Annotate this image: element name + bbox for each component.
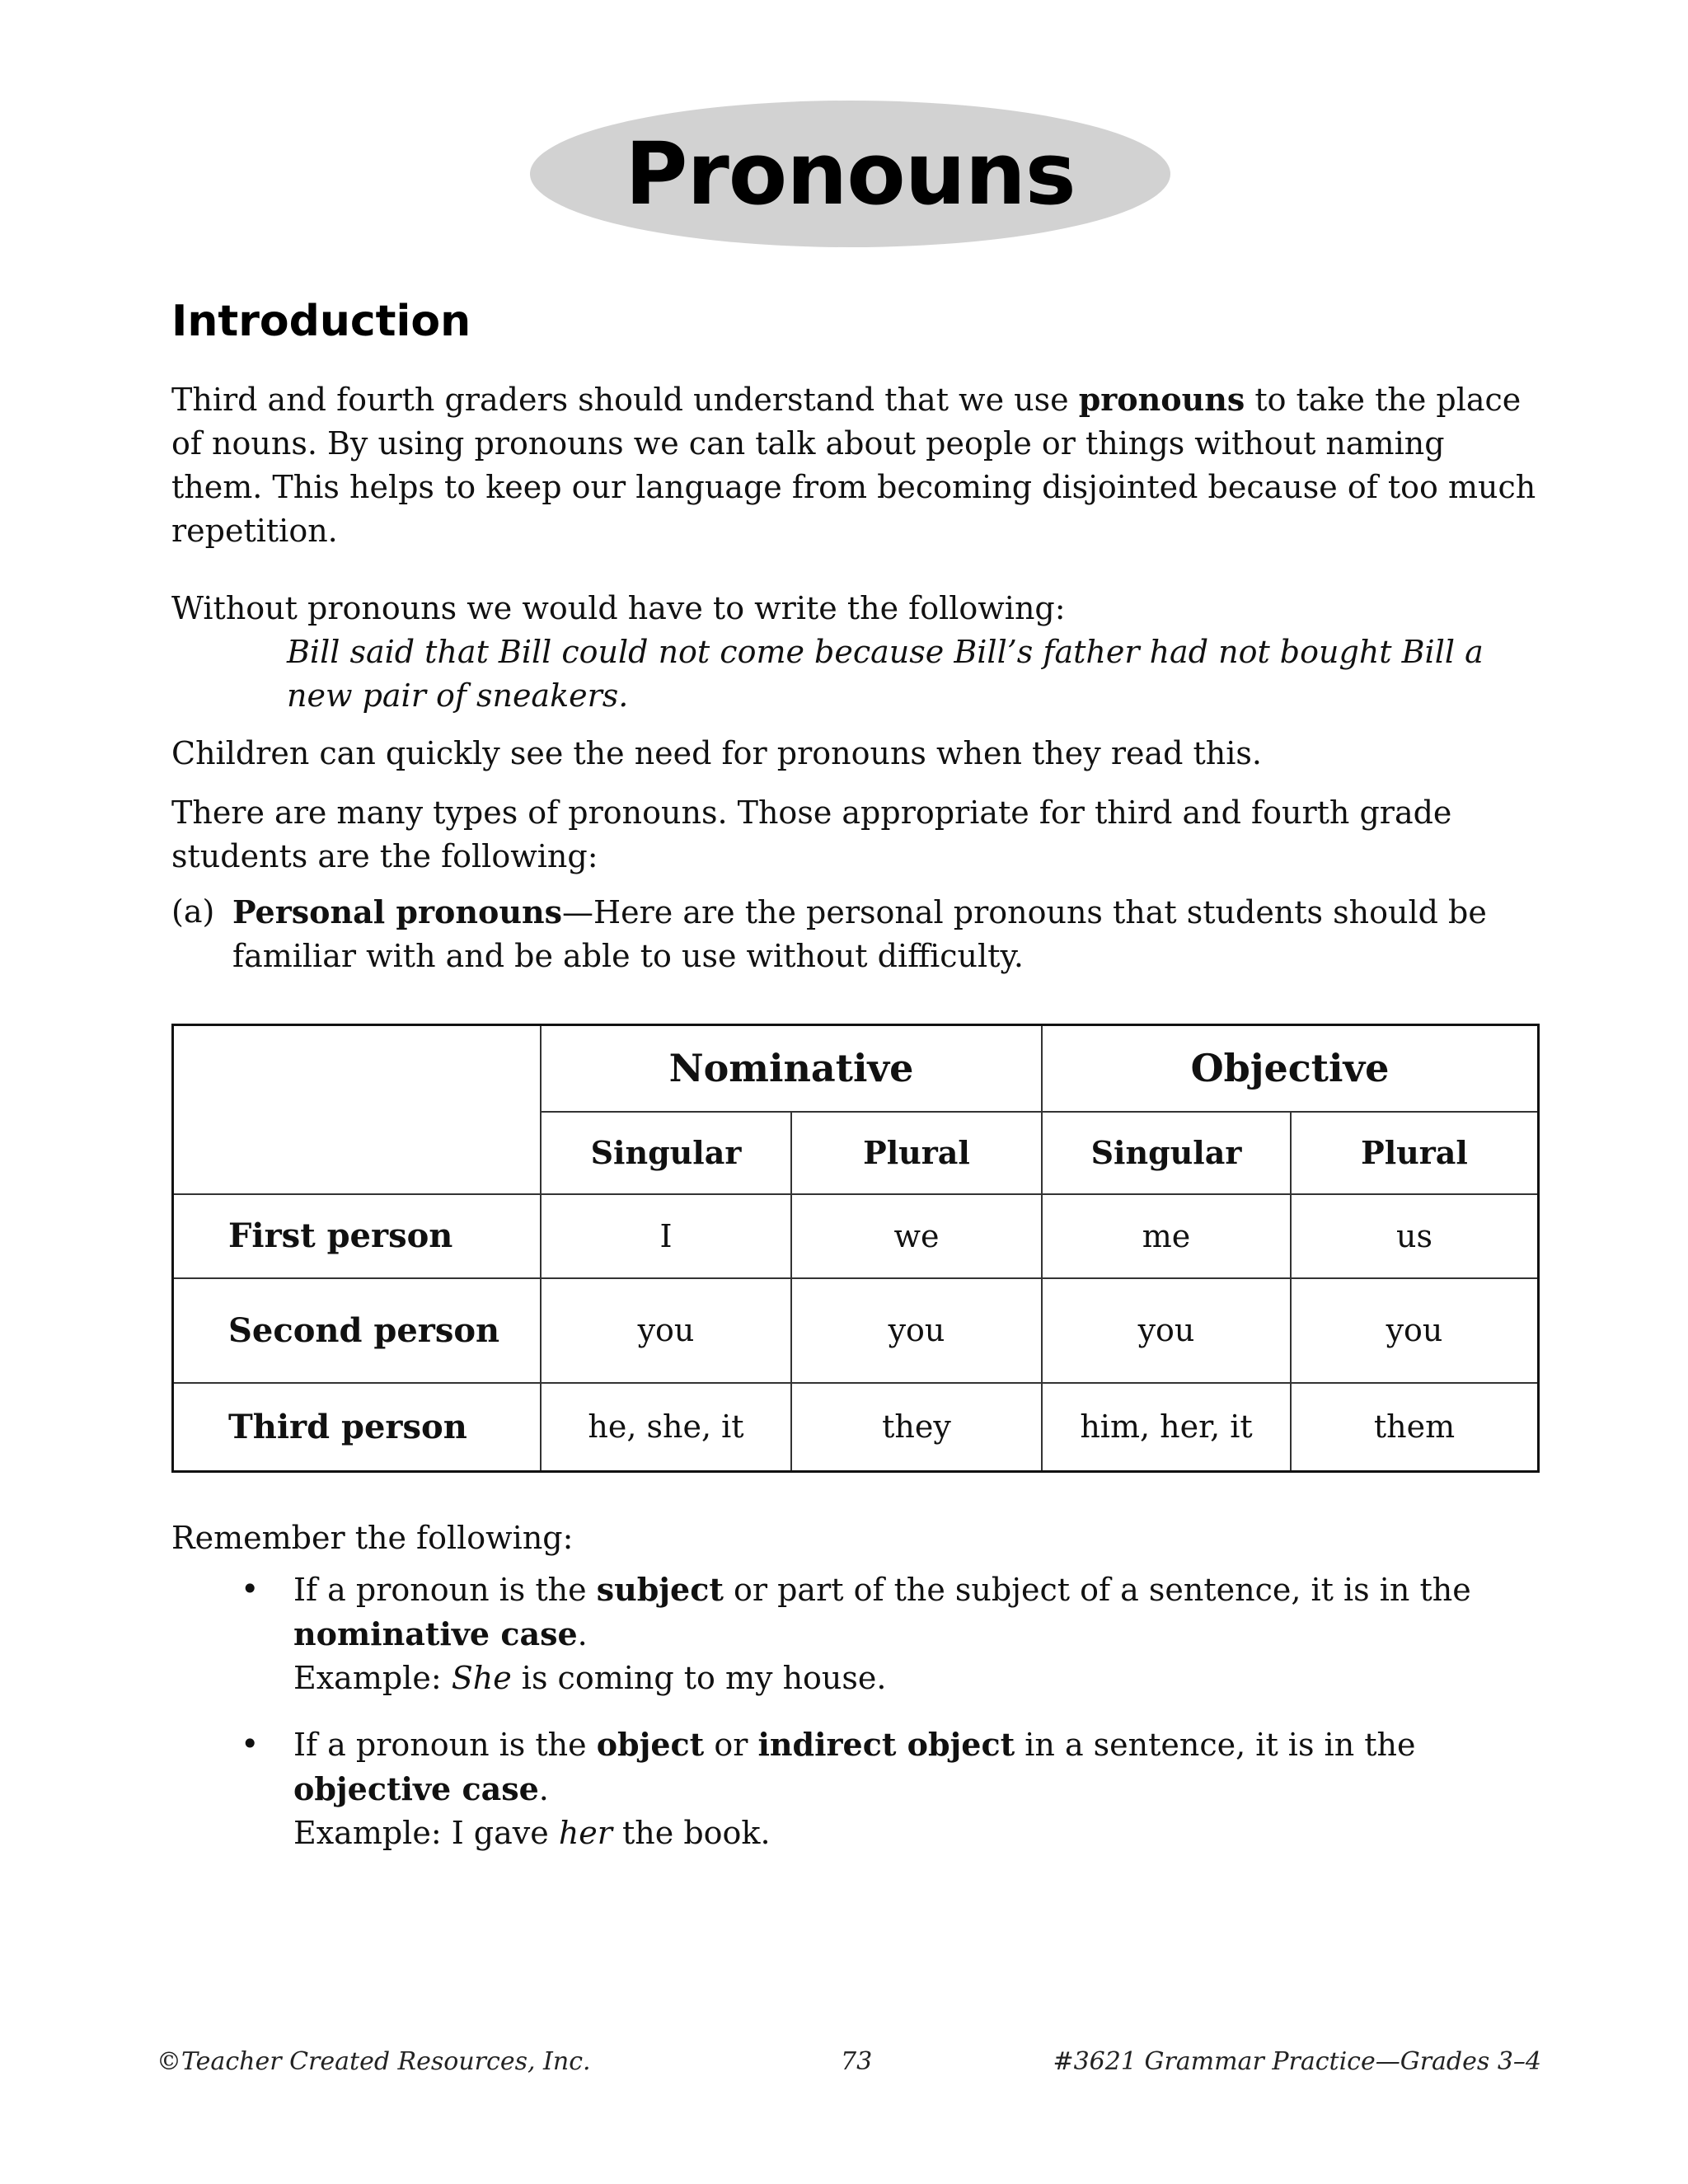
remember-heading: Remember the following: (171, 1520, 574, 1556)
list-item-label: (a) (171, 893, 215, 930)
table-row (173, 1278, 1539, 1383)
intro-paragraph-4: There are many types of pronouns. Those appropriate for third and fourth grade students are the following: (171, 794, 1452, 874)
bullet-rule-text (293, 1722, 1530, 1811)
row-header: Second person (173, 1278, 542, 1383)
italic-pronoun: She (451, 1660, 512, 1696)
bullet-content (293, 1722, 1530, 1855)
list-item-text (232, 890, 1543, 978)
table-cell: him, her, it (1042, 1383, 1291, 1472)
bullet-example (293, 1657, 1530, 1700)
column-header: Singular (541, 1112, 791, 1194)
column-header: Singular (1042, 1112, 1291, 1194)
table-cell: I (541, 1194, 791, 1278)
intro-paragraph-2: Without pronouns we would have to write the following: (171, 590, 1066, 626)
text-run: the book. (612, 1815, 771, 1851)
text-run: —Here are the personal pronouns that students should be familiar with and be able to use without difficulty. (232, 894, 1487, 974)
text-run: or (704, 1727, 758, 1763)
bullet-rule-text (293, 1568, 1530, 1657)
column-group-objective: Objective (1042, 1025, 1539, 1112)
text-run: Example: I gave (293, 1815, 559, 1851)
text-run: If a pronoun is the (293, 1572, 597, 1608)
bold-term-subject: subject (596, 1571, 724, 1608)
bullet-example (293, 1811, 1530, 1855)
table-cell: them (1291, 1383, 1539, 1472)
bold-term-personal-pronouns: Personal pronouns (232, 893, 562, 930)
row-header: Third person (173, 1383, 542, 1472)
column-header: Plural (791, 1112, 1042, 1194)
example-sentence: Bill said that Bill could not come because Bill’s father had not bought Bill a new pair of sneakers. (287, 634, 1484, 714)
title-banner (530, 101, 1170, 247)
bullet-icon: • (241, 1726, 260, 1762)
table-cell: he, she, it (541, 1383, 791, 1472)
table-header-row (173, 1025, 1539, 1112)
page-footer (157, 2047, 1541, 2080)
table-row (173, 1383, 1539, 1472)
text-run: or part of the subject of a sentence, it is in the (723, 1572, 1471, 1608)
text-run: to take the place of nouns. By using pronouns we can talk about people or things without naming them. This helps to keep our language from becoming disjointed because of too much repetition. (171, 382, 1536, 549)
table-cell: you (541, 1278, 791, 1383)
table-cell: us (1291, 1194, 1539, 1278)
bold-term-object: object (596, 1726, 705, 1763)
column-header: Plural (1291, 1112, 1539, 1194)
section-heading-introduction: Introduction (171, 297, 471, 346)
table-cell: they (791, 1383, 1042, 1472)
text-run: Third and fourth graders should understand that we use (171, 382, 1079, 418)
bullet-icon: • (241, 1571, 260, 1607)
row-header: First person (173, 1194, 542, 1278)
table-cell: you (1042, 1278, 1291, 1383)
table-cell: you (791, 1278, 1042, 1383)
intro-paragraph-3: Children can quickly see the need for pronouns when they read this. (171, 735, 1263, 771)
pronouns-table (171, 1024, 1540, 1473)
italic-pronoun: her (558, 1815, 612, 1851)
table-cell: we (791, 1194, 1042, 1278)
table-row (173, 1194, 1539, 1278)
text-run: is coming to my house. (511, 1660, 887, 1696)
text-run: in a sentence, it is in the (1015, 1727, 1416, 1763)
bold-term-objective-case: objective case (293, 1770, 539, 1807)
text-run: Example: (293, 1660, 452, 1696)
footer-copyright: ©Teacher Created Resources, Inc. (157, 2047, 591, 2076)
table-corner-cell (173, 1025, 542, 1194)
page-title: Pronouns (625, 124, 1076, 224)
table-cell: you (1291, 1278, 1539, 1383)
table-cell: me (1042, 1194, 1291, 1278)
intro-paragraph-1 (171, 377, 1540, 553)
text-run: . (577, 1616, 588, 1652)
text-run: If a pronoun is the (293, 1727, 597, 1763)
bold-term-indirect-object: indirect object (757, 1726, 1015, 1763)
text-run: . (538, 1771, 549, 1807)
footer-page-number: 73 (841, 2047, 873, 2076)
column-group-nominative: Nominative (541, 1025, 1042, 1112)
footer-book-title: #3621 Grammar Practice—Grades 3–4 (1053, 2047, 1541, 2076)
bold-term-nominative-case: nominative case (293, 1615, 578, 1652)
bullet-content (293, 1568, 1530, 1700)
bold-term-pronouns: pronouns (1078, 381, 1245, 418)
